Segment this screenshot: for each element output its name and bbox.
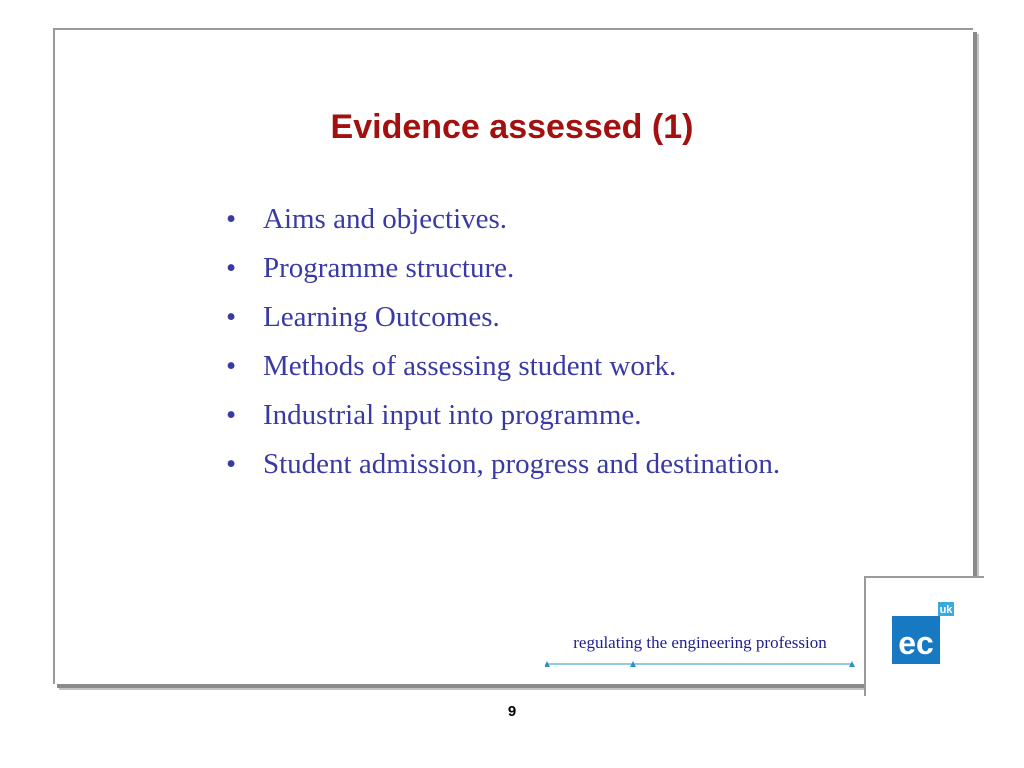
- bullet-item: [222, 392, 780, 441]
- bullet-text: Programme structure.: [263, 252, 515, 284]
- bullet-text: Student admission, progress and destination.: [263, 448, 781, 480]
- bullet-text: Industrial input into programme.: [263, 399, 642, 431]
- slide-title: Evidence assessed (1): [330, 108, 694, 146]
- bullet-dot: •: [226, 252, 237, 284]
- bullet-dot: •: [226, 448, 237, 480]
- tagline: regulating the engineering profession: [573, 633, 827, 652]
- bullet-dot: •: [226, 301, 237, 333]
- bullet-text: Learning Outcomes.: [263, 301, 500, 333]
- bullet-item: [222, 196, 780, 245]
- logo-badge-text: uk: [939, 604, 953, 616]
- bullet-item: [222, 245, 780, 294]
- bullet-dot: •: [226, 203, 237, 235]
- bullet-text: Aims and objectives.: [263, 203, 508, 235]
- tagline-rule: [545, 659, 855, 669]
- bullet-dot: •: [226, 399, 237, 431]
- bullet-list: [222, 196, 780, 490]
- bullet-text: Methods of assessing student work.: [263, 350, 677, 382]
- bullet-item: [222, 294, 780, 343]
- logo-text: ec: [898, 625, 934, 661]
- page-number: 9: [507, 703, 517, 720]
- bullet-dot: •: [226, 350, 237, 382]
- ec-uk-logo: [892, 602, 954, 664]
- bullet-item: [222, 343, 780, 392]
- bullet-item: [222, 441, 780, 490]
